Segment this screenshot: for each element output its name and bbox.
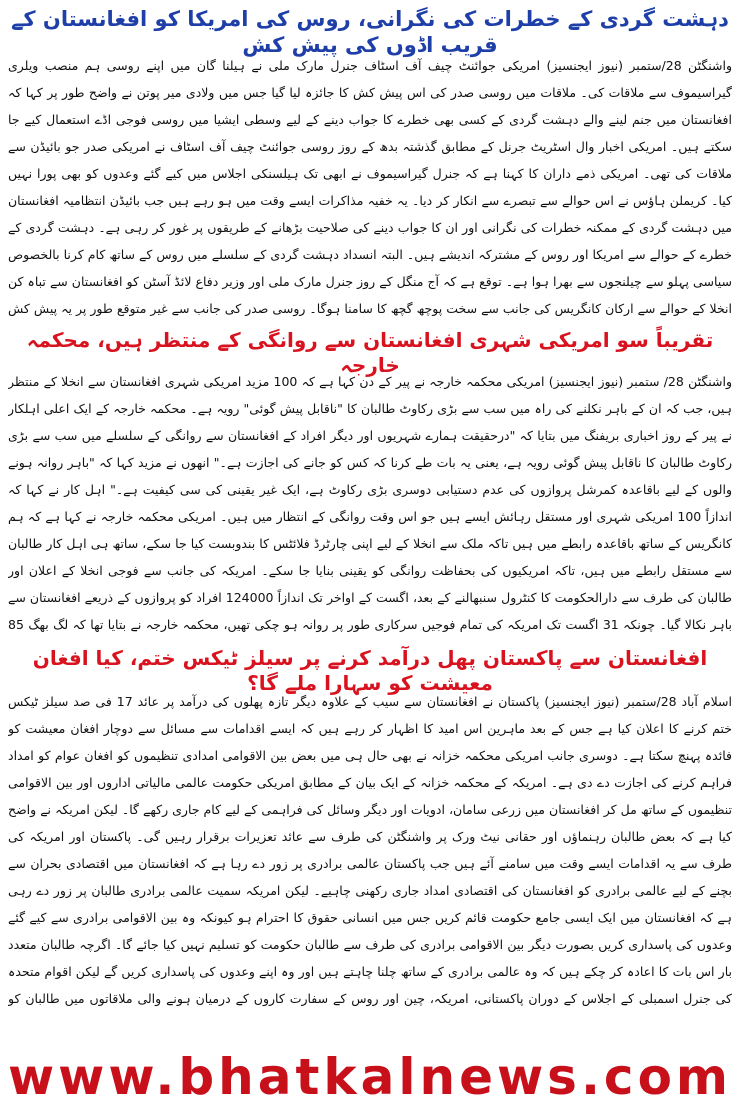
article-headline: دہشت گردی کے خطرات کی نگرانی، روس کی امریکا کو افغانستان کے قریب اڈوں کی پیش کش [11,7,729,58]
site-url-footer: www.bhatkalnews.com [7,1048,733,1106]
article-body: واشنگٹن 28/ ستمبر (نیوز ایجنسیز) امریکی محکمہ خارجہ نے پیر کے دن کہا ہے کہ 100 مزید امریکی شہری افغانستان سے انخلا کے منتظر ہیں، جب کہ ان کے باہر نکلنے کی راہ میں سب سے بڑی رکاوٹ طالبان کا "ناقابل پیش گوئی" رویہ ہے۔ محکمہ خارجہ کے ایک اعلی اہلکار نے پیر کے روز اخباری بریفنگ میں بتایا کہ "درحقیقت ہمارے شہریوں اور دیگر افراد کے افغانستان سے روانگی کے سلسلے میں سب سے بڑی رکاوٹ طالبان کا ناقابل پیش گوئی رویہ ہے، یعنی یہ بات طے کرنا کہ کس کو جانے کی اجازت ہے۔" انھوں نے مزید کہا کہ "باہر روانہ ہونے والوں کے لیے باقاعدہ کمرشل پروازوں کی عدم دستیابی دوسری بڑی رکاوٹ ہے، ایک غیر یقینی کی سی کیفیت ہے۔" اہل کار نے کہا کہ اندازاً 100 امریکی شہری اور مستقل رہائش ایسے ہیں جو اس وقت روانگی کے انتظار میں ہیں۔ امریکی محکمہ خارجہ نے کہا ہے کہ ہم کانگریس کے ساتھ باقاعدہ رابطے میں ہیں تاکہ ملک سے انخلا کے لیے اپنی چارٹرڈ فلائٹس کا بندوبست کیا جا سکے، ساتھ ہی اہل کار طالبان سے مستقل رابطے میں ہیں، تاکہ امریکیوں کی بحفاظت روانگی کو یقینی بنایا جا سکے۔ امریکہ کی جانب سے فوجی انخلا کے اعلان اور طالبان کی طرف سے دارالحکومت کا کنٹرول سنبھالنے کے بعد، اگست کے اواخر تک اندازاً 124000 افراد کو پروازوں کے ذریعے افغانستان سے باہر نکالا گیا۔ چونکہ 31 اگست تک امریکہ کی تمام فوجیں سرکاری طور پر روانہ ہو چکی تھیں، محکمہ خارجہ نے بتایا تھا کہ لگ بھگ 85 [8,374,732,632]
article-body: واشنگٹن 28/ستمبر (نیوز ایجنسیز) امریکی جوائنٹ چیف آف اسٹاف جنرل مارک ملی نے ہیلنا گان میں اپنے روسی ہم منصب ویلری گیراسیموف سے ملاقات کی۔ ملاقات میں روسی صدر کی اس پیش کش کا جائزہ لیا گیا جس میں ولادی میر پوتن نے واضح طور پر کہا کہ افغانستان میں جنم لینے والے دہشت گردی کے کسی بھی خطرے کا جواب دینے کے لیے وسطی ایشیا میں روسی فوجی اڈے استعمال کیے جا سکتے ہیں۔ امریکی اخبار وال اسٹریٹ جرنل کے مطابق گذشتہ بدھ کے روز روسی جوائنٹ چیف آف اسٹاف نے امریکی صدر جو بائیڈن سے ملاقات کی تھی۔ امریکی ذمے داران کا کہنا ہے کہ جنرل گیراسیموف نے ابھی تک ہیلسنکی اجلاس میں کیے گئے وعدوں کو بھی پورا نہیں کیا۔ کریملن ہاؤس نے اس حوالے سے تبصرے سے انکار کر دیا۔ یہ خفیہ مذاکرات ایسے وقت میں ہو رہے ہیں جب بائیڈن انتظامیہ افغانستان میں دہشت گردی کے ممکنہ خطرات کی نگرانی اور ان کا جواب دینے کی صلاحیت بڑھانے کے طریقوں پر غور کر رہی ہے۔ دہشت گردی کے خطرے کے حوالے سے امریکا اور روس کے مشترکہ اندیشے ہیں۔ البتہ انسداد دہشت گردی کے سلسلے میں روس کے ساتھ کام کرنا بالخصوص سیاسی پہلو سے چیلنجوں سے بھرا ہوا ہے۔ توقع ہے کہ آج منگل کے روز جنرل مارک ملی اور وزیر دفاع لائڈ آسٹن کو افغانستان سے تباہ کن انخلا کے حوالے سے ارکان کانگریس کی جانب سے سخت پوچھ گچھ کا سامنا ہوگا۔ روسی صدر کی جانب سے غیر متوقع طور پر یہ پیش کش [8,58,732,316]
article-body: اسلام آباد 28/ستمبر (نیوز ایجنسیز) پاکستان نے افغانستان سے سیب کے علاوہ دیگر تازہ پھلوں کی درآمد پر عائد 17 فی صد سیلز ٹیکس ختم کرنے کا اعلان کیا ہے جس کے بعد ماہرین اس امید کا اظہار کر رہے ہیں کہ ایسے اقدامات سے مسائل سے دوچار افغان معیشت کو فائدہ پہنچ سکتا ہے۔ دوسری جانب امریکی محکمہ خزانہ نے بھی حال ہی میں بعض بین الاقوامی امدادی تنظیموں کو افغان عوام کو امداد فراہم کرنے کی اجازت دے دی ہے۔ امریکہ کے محکمہ خزانہ کے ایک بیان کے مطابق امریکی حکومت عالمی مالیاتی اداروں اور بین الاقوامی تنظیموں کے ساتھ مل کر افغانستان میں زرعی سامان، ادویات اور دیگر وسائل کی فراہمی کے لیے کام جاری رکھے گا۔ لیکن امریکہ نے واضح کیا ہے کہ بعض طالبان رہنماؤں اور حقانی نیٹ ورک پر واشنگٹن کی طرف سے عائد تعزیرات برقرار رہیں گی۔ پاکستان اور امریکہ کی طرف سے یہ اقدامات ایسے وقت میں سامنے آئے ہیں جب پاکستان عالمی برادری پر زور دے رہا ہے کہ افغانستان میں اقتصادی بحران سے بچنے کے لیے عالمی برادری کو افغانستان کی اقتصادی امداد جاری رکھنی چاہیے۔ لیکن امریکہ سمیت عالمی برادری طالبان پر زور دے رہی ہے کہ افغانستان میں ایک ایسی جامع حکومت قائم کریں جس میں انسانی حقوق کا احترام ہو کیونکہ وہ بین الاقوامی برادری سے کیے گئے وعدوں کی پاسداری کریں بصورت دیگر بین الاقوامی برادری کی طرف سے طالبان حکومت کو تسلیم نہیں کیا جائے گا۔ اگرچہ طالبان متعدد بار اس بات کا اعادہ کر چکے ہیں کہ وہ عالمی برادری کے ساتھ چلنا چاہتے ہیں اور وہ اپنے وعدوں کی پاسداری کریں گے لیکن اقوام متحدہ کی جنرل اسمبلی کے اجلاس کے دوران پاکستانی، امریکہ، چین اور روس کے سفارت کاروں کے درمیان ہونے والی ملاقاتوں میں طالبان کو [8,694,732,1006]
article-headline: تقریباً سو امریکی شہری افغانستان سے روانگی کے منتظر ہیں، محکمہ خارجہ [26,328,714,377]
article-fruit-tax [8,638,732,1008]
article-headline: افغانستان سے پاکستان پھل درآمد کرنے پر سیلز ٹیکس ختم، کیا افغان معیشت کو سہارا ملے گا؟ [32,646,708,695]
article-russia-bases [8,0,732,322]
article-us-citizens [8,322,732,638]
